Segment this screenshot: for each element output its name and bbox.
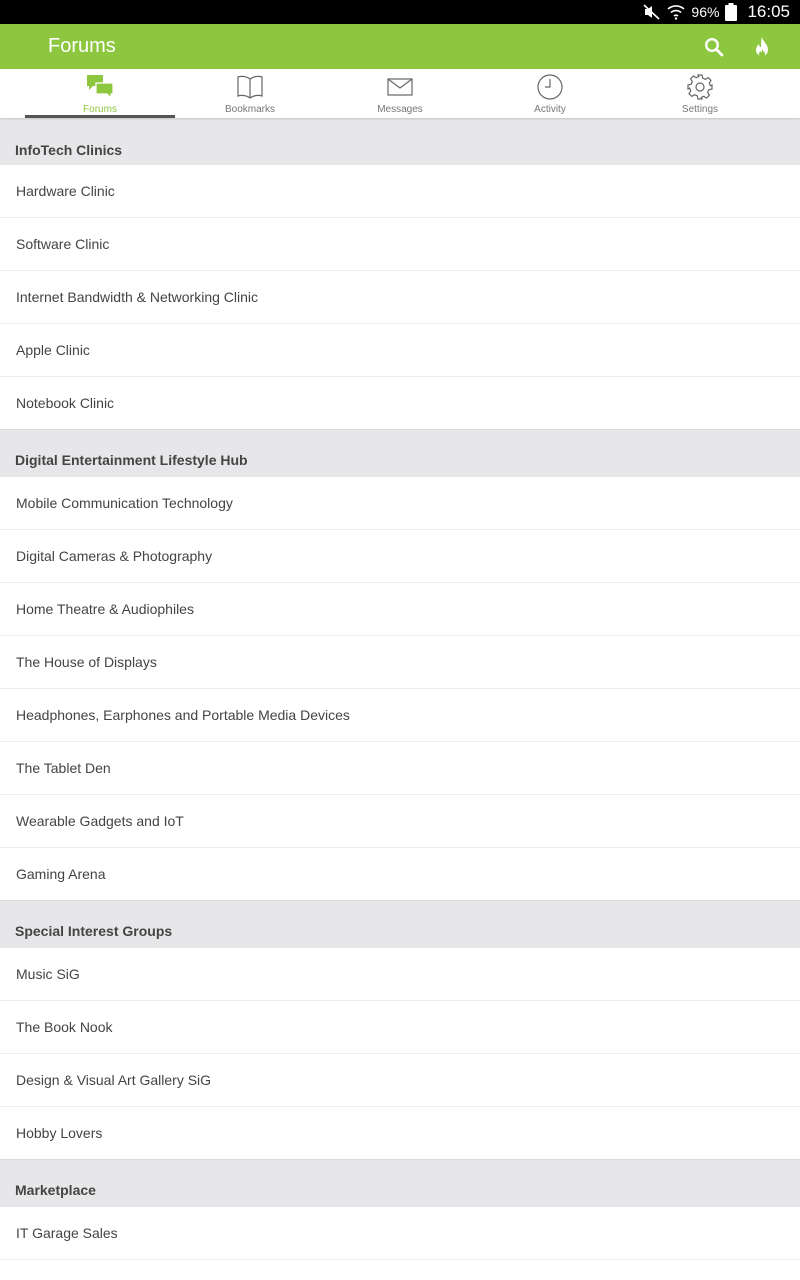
- list-item[interactable]: Headphones, Earphones and Portable Media Devices: [0, 689, 800, 742]
- app-bar: [0, 24, 800, 69]
- list-item[interactable]: Wearable Gadgets and IoT: [0, 795, 800, 848]
- status-bar: [0, 0, 800, 24]
- tab-label: Messages: [377, 104, 423, 115]
- section-header: Special Interest Groups: [0, 901, 800, 948]
- chat-bubbles-icon: [86, 74, 114, 100]
- search-button[interactable]: [690, 24, 738, 69]
- hot-topics-button[interactable]: [738, 24, 786, 69]
- tab-messages[interactable]: [325, 69, 475, 118]
- list-item[interactable]: Digital Cameras & Photography: [0, 530, 800, 583]
- battery-percent: 96%: [691, 4, 720, 20]
- tab-bar: [0, 69, 800, 118]
- battery-icon: [725, 3, 737, 21]
- section-header: Digital Entertainment Lifestyle Hub: [0, 430, 800, 477]
- tab-label: Forums: [83, 104, 117, 115]
- list-item[interactable]: Home Theatre & Audiophiles: [0, 583, 800, 636]
- clock-time: 16:05: [747, 2, 790, 21]
- tab-bookmarks[interactable]: [175, 69, 325, 118]
- list-item[interactable]: Music SiG: [0, 948, 800, 1001]
- list-item[interactable]: Hardware Clinic: [0, 165, 800, 218]
- list-item[interactable]: The Book Nook: [0, 1001, 800, 1054]
- flame-icon: [754, 36, 770, 58]
- search-icon: [704, 37, 724, 57]
- tab-label: Activity: [534, 104, 566, 115]
- section-header: Marketplace: [0, 1160, 800, 1207]
- clock-icon: [536, 73, 564, 101]
- list-item[interactable]: The House of Displays: [0, 636, 800, 689]
- tab-forums[interactable]: [25, 69, 175, 118]
- list-item[interactable]: The Tablet Den: [0, 742, 800, 795]
- list-item[interactable]: Software Clinic: [0, 218, 800, 271]
- tab-activity[interactable]: [475, 69, 625, 118]
- wifi-icon: [667, 4, 685, 20]
- envelope-icon: [386, 76, 414, 98]
- page-title: Forums: [48, 35, 116, 57]
- list-item[interactable]: Mobile Communication Technology: [0, 477, 800, 530]
- mute-icon: [643, 4, 661, 20]
- book-icon: [236, 74, 264, 100]
- list-item[interactable]: Hobby Lovers: [0, 1107, 800, 1160]
- forum-list: [0, 118, 800, 1260]
- list-item[interactable]: Internet Bandwidth & Networking Clinic: [0, 271, 800, 324]
- list-item[interactable]: Apple Clinic: [0, 324, 800, 377]
- tab-settings[interactable]: [625, 69, 775, 118]
- list-item[interactable]: IT Garage Sales: [0, 1207, 800, 1260]
- list-item[interactable]: Gaming Arena: [0, 848, 800, 901]
- gear-icon: [686, 73, 714, 101]
- list-item[interactable]: Notebook Clinic: [0, 377, 800, 430]
- tab-label: Bookmarks: [224, 104, 275, 115]
- tab-label: Settings: [681, 104, 719, 115]
- section-header: InfoTech Clinics: [0, 118, 800, 165]
- list-item[interactable]: Design & Visual Art Gallery SiG: [0, 1054, 800, 1107]
